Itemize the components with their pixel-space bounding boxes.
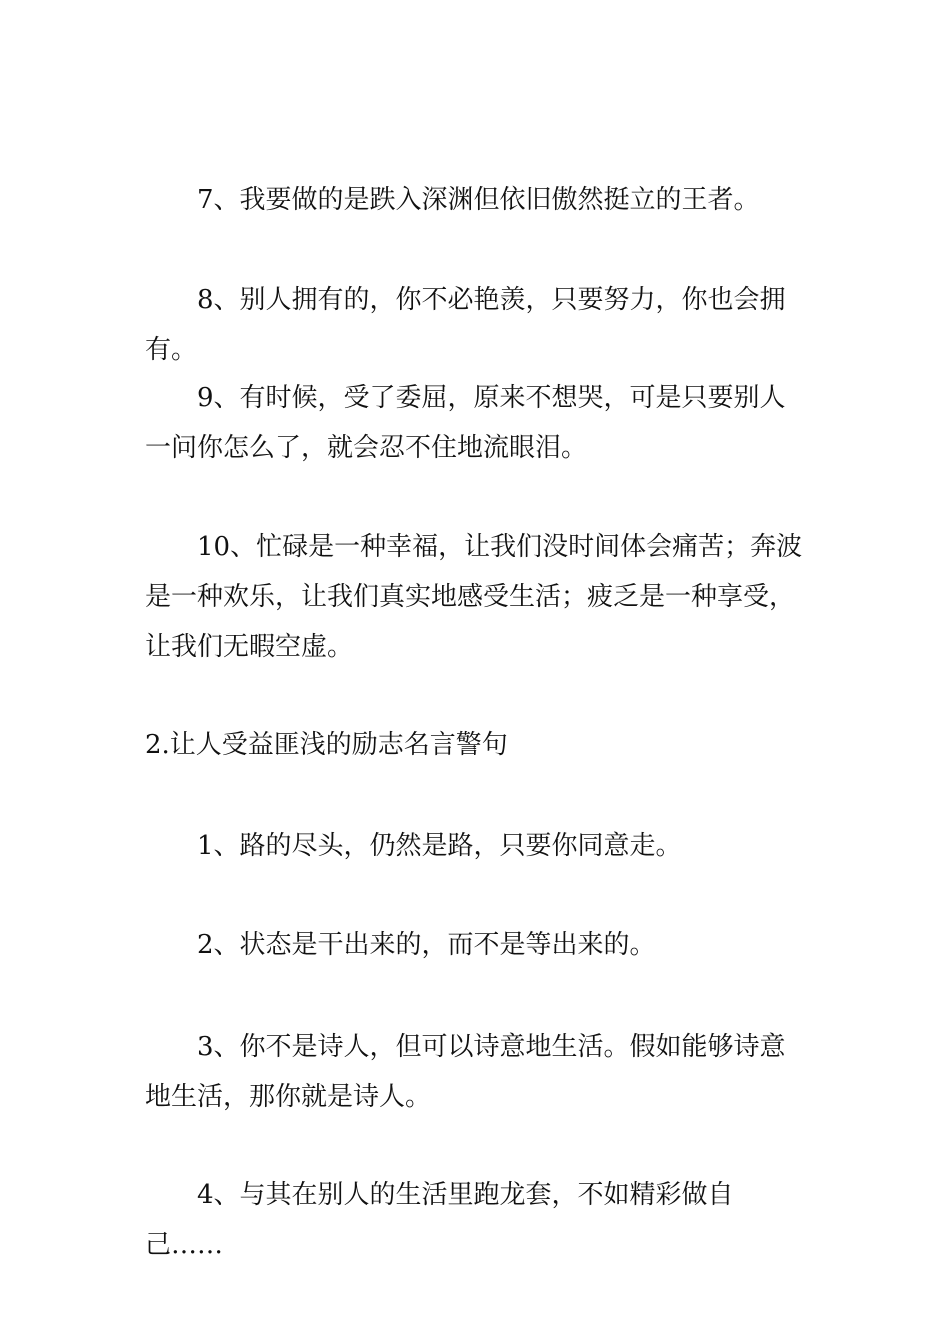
section-item-4: 4、与其在别人的生活里跑龙套，不如精彩做自己……	[145, 1180, 734, 1260]
section-heading: 2.让人受益匪浅的励志名言警句	[145, 730, 508, 760]
section-item-3: 3、你不是诗人，但可以诗意地生活。假如能够诗意地生活，那你就是诗人。	[145, 1032, 786, 1112]
section-item-2: 2、状态是干出来的，而不是等出来的。	[197, 930, 656, 960]
quote-paragraph-9: 9、有时候，受了委屈，原来不想哭，可是只要别人一问你怎么了，就会忍不住地流眼泪。	[145, 383, 786, 463]
section-item-1: 1、路的尽头，仍然是路，只要你同意走。	[197, 831, 682, 861]
quote-paragraph-8: 8、别人拥有的，你不必艳羡，只要努力，你也会拥有。	[145, 285, 786, 365]
quote-paragraph-7: 7、我要做的是跌入深渊但依旧傲然挺立的王者。	[197, 185, 760, 215]
quote-paragraph-10: 10、忙碌是一种幸福，让我们没时间体会痛苦；奔波是一种欢乐，让我们真实地感受生活；疲乏是一种享受，让我们无暇空虚。	[145, 532, 803, 662]
